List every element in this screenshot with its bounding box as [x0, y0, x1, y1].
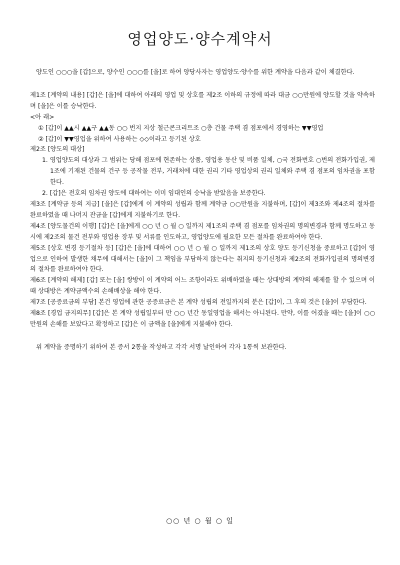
closing-paragraph: 위 계약을 증명하기 위하여 본 증서 2통을 작성하고 각각 서명 날인하여 각자 1통씩 보관한다. [36, 343, 287, 351]
article-1-note: <아 래> [30, 113, 55, 121]
article-1-item-1: ① [갑]이 ▲▲시 ▲▲구 ▲▲동 ○○ 번지 지상 철근콘크리트조 ○층 건물 주택 겸 점포에서 경영하는 ▼▼영업 [38, 124, 324, 132]
article-2-item-2: 2. [갑]은 전호의 임차권 양도에 대하여는 이미 임대인의 승낙을 받았음을 보증한다. [42, 190, 266, 198]
article-2-item-1: 1. 영업양도의 대상과 그 범위는 당해 점포에 현존하는 상품, 영업용 동산 및 비품 일체, ○국 전화번호 ○번의 전화가입권, 제1조에 기재된 건물의 건구 등 공작물 전부, 거래처에 대한 권리 기타 영업상의 권리 일체와 주택 겸 점포의 임차권을 포함한다. [42, 157, 375, 187]
article-1: 제1조 [계약의 내용] [갑]은 [을]에 대하여 아래의 영업 및 상호를 제2조 이하의 규정에 따라 대금 ○○만원에 양도할 것을 약속하며 [을]은 이를 승낙한다. [30, 91, 375, 110]
article-4: 제4조 [양도물건의 이행] [갑]은 [을]에게 ○○ 년 ○ 월 ○ 일까지 제1조의 주택 겸 점포를 임차권의 명의변경과 함께 명도하고 동시에 제2조의 물건 전부와 영업용 장부 및 서류를 인도하고, 영업양도에 필요한 모든 절차를 완료하여야 한다. [30, 222, 375, 241]
intro-paragraph: 양도인 ○○○을 [갑]으로, 양수인 ○○○를 [을]로 하여 양당사자는 영업양도·양수를 위한 계약을 다음과 같이 체결한다. [36, 69, 355, 76]
article-8: 제8조 [경업 금지의무] [갑]은 본 계약 성립일부터 만 ○○ 년간 동일영업을 해서는 아니된다. 만약, 이를 어겼을 때는 [을]이 ○○만원의 손해를 보았다고 확정하고 [갑]은 이 금액을 [을]에게 지불해야 한다. [30, 310, 375, 328]
document-title: 영업양도·양수계약서 [127, 30, 273, 48]
article-1-item-2: ② [갑]이 ▼▼영업을 위하여 사용하는 ◇◇이라고 등기된 상호 [38, 135, 201, 143]
document-body [30, 68, 375, 354]
article-3: 제3조 [계약금 등의 지급] [을]은 [갑]에게 이 계약의 성립과 함께 계약금 ○○만원을 지불하며, [갑]이 제3조와 제4조의 절차를 완료하였을 때 나머지 잔금을 [갑]에게 지불하기로 한다. [30, 200, 375, 219]
article-6: 제6조 [계약의 해제] [갑] 또는 [을] 쌍방이 이 계약의 어느 조항이라도 위배하였을 때는 상대방의 계약의 해제를 할 수 있으며 이때 상대방은 계약금액수의 손해배상을 해야 한다. [30, 277, 375, 296]
signing-date: ○○ 년 ○ 월 ○ 일 [166, 517, 234, 525]
article-2-heading: 제2조 [양도의 대상] [30, 146, 85, 154]
article-5: 제5조 [상호 변경 등기절차 등] [갑]은 [을]에 대하여 ○○ 년 ○ 월 ○ 일까지 제1조의 상호 양도 등기신청을 중료하고 [갑]이 영업으로 인하여 발생한 채무에 대해서는 [을]이 그 책임을 부담하지 않는다는 취지의 등기신청과 제2조의 전화가입권의 명의변경의 절차를 완료하여야 한다. [30, 244, 375, 274]
article-7: 제7조 [공증료금의 부담] 본건 영업에 관한 공증료금은 본 계약 성립의 전일까지의 분은 [갑]이, 그 후의 것은 [을]이 부담한다. [30, 299, 367, 307]
